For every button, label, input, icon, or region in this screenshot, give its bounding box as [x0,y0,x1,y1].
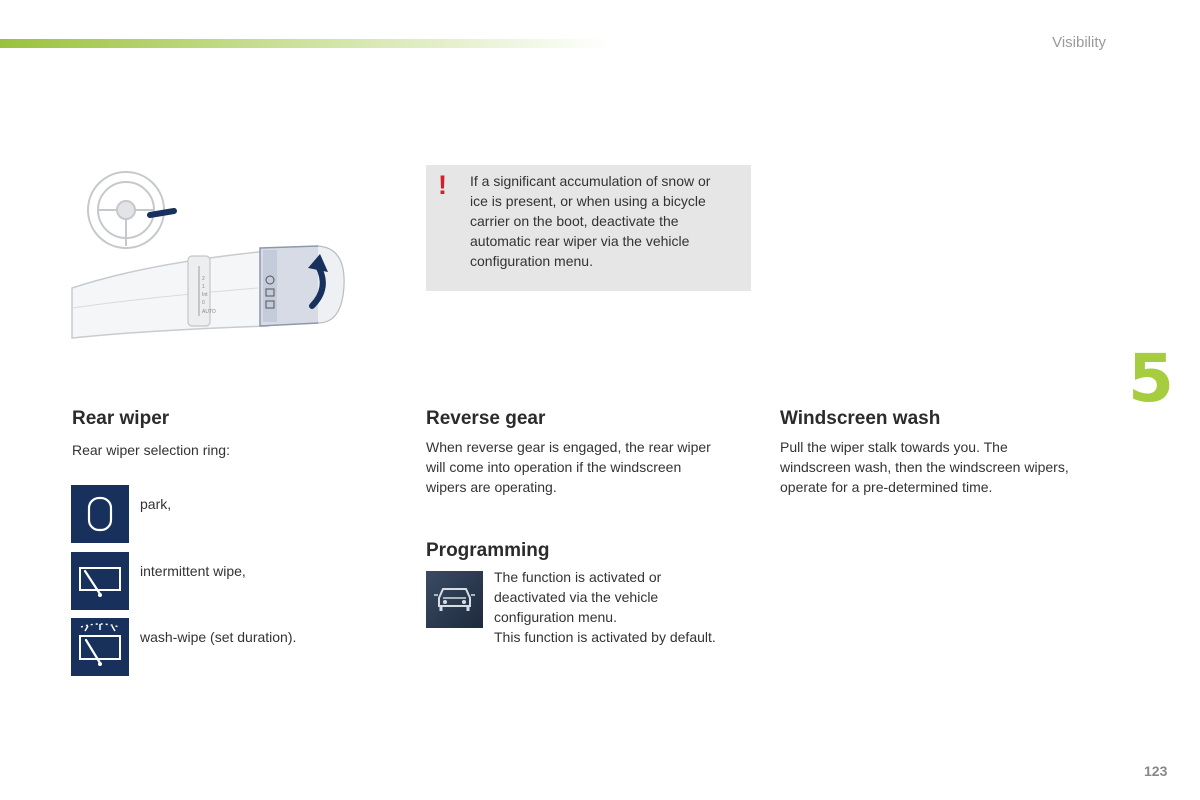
stalk-indicator-icon [150,211,174,215]
reverse-gear-heading: Reverse gear [426,408,546,429]
programming-text: The function is activated or deactivated via the vehicle configuration menu. This function is activated by default. [494,569,716,645]
warning-text: If a significant accumulation of snow or ice is present, or when using a bicycle carrier on the boot, deactivate the automatic rear wiper via the vehicle configuration menu. [470,173,711,269]
page-number: 123 [1144,763,1168,779]
warning-icon: ! [438,170,447,200]
windscreen-wash-text: Pull the wiper stalk towards you. The windscreen wash, then the windscreen wipers, operate for a pre-determined time. [780,439,1069,495]
programming-heading: Programming [426,540,550,561]
header-accent-bar [0,39,610,48]
intermittent-wipe-label: intermittent wipe, [140,563,246,579]
stalk-mark: 2 [202,276,205,282]
windscreen-wash-heading: Windscreen wash [780,408,941,429]
stalk-mark: Int [202,292,208,298]
park-label: park, [140,496,172,512]
chapter-title: Visibility [1052,34,1106,51]
rear-wiper-heading: Rear wiper [72,408,170,429]
stalk-mark: AUTO [202,309,216,315]
wash-wipe-icon [71,618,129,676]
vehicle-config-icon [426,571,483,628]
wiper-stalk-illustration [68,168,358,348]
wash-wipe-label: wash-wipe (set duration). [140,629,297,645]
stalk-mark: 0 [202,300,205,306]
stalk-body [72,251,268,338]
chapter-number: 5 [1128,340,1172,417]
park-icon [71,485,129,543]
steering-wheel-icon [88,172,164,248]
stalk-mark: 1 [202,284,205,290]
reverse-gear-text: When reverse gear is engaged, the rear wiper will come into operation if the windscreen wipers are operating. [426,439,711,495]
intermittent-wipe-icon [71,552,129,610]
rear-wiper-intro: Rear wiper selection ring: [72,442,230,458]
warning-box [426,165,751,291]
